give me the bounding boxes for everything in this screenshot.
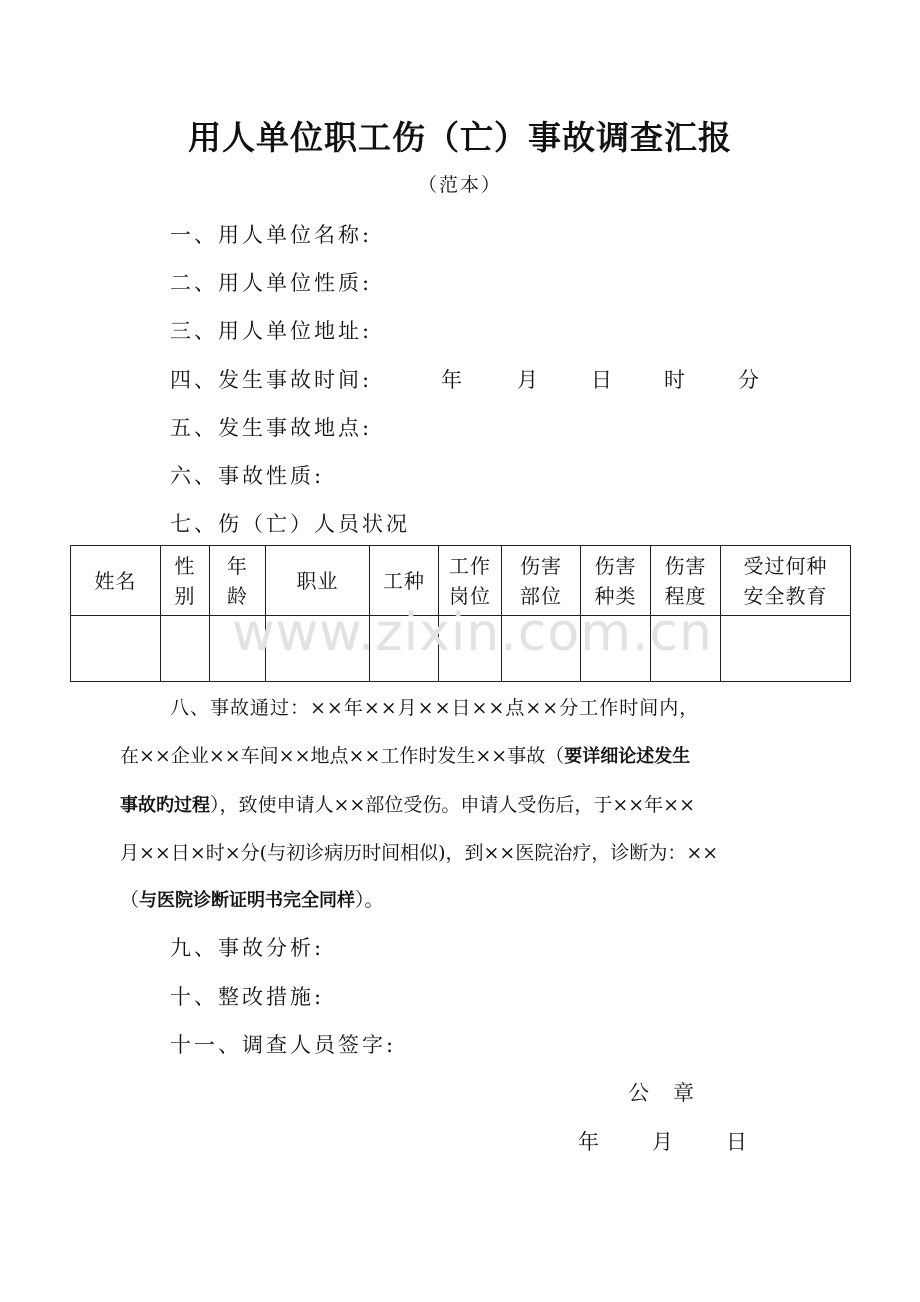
narrative-line-5: （与医院诊断证明书完全同样）。 <box>120 889 384 911</box>
watermark: www.zixin.com.cn <box>232 603 713 663</box>
table-cell <box>370 616 439 682</box>
date-day-label: 日 <box>726 1130 747 1154</box>
table-cell <box>721 616 851 682</box>
item-employer-name: 一、用人单位名称: <box>170 223 373 247</box>
time-month-label: 月 <box>517 368 538 392</box>
table-header-row <box>71 546 851 616</box>
document-title: 用人单位职工伤（亡）事故调查汇报 <box>188 118 732 157</box>
header-safety-education: 受过何种 安全教育 <box>721 546 851 616</box>
item-casualty-status: 七、伤（亡）人员状况 <box>170 512 410 536</box>
table-row <box>71 616 851 682</box>
item-employer-nature: 二、用人单位性质: <box>170 271 373 295</box>
item-rectification: 十、整改措施: <box>170 985 325 1009</box>
table-cell <box>502 616 581 682</box>
header-injury-degree: 伤害 程度 <box>651 546 721 616</box>
date-year-label: 年 <box>578 1130 599 1154</box>
date-month-label: 月 <box>652 1130 673 1154</box>
item-accident-analysis: 九、事故分析: <box>170 936 325 960</box>
header-age: 年 龄 <box>210 546 266 616</box>
header-name: 姓名 <box>71 546 161 616</box>
emphasis-text: 事故旳过程 <box>120 795 210 816</box>
item-employer-address: 三、用人单位地址: <box>170 319 373 343</box>
table-cell <box>581 616 651 682</box>
time-day-label: 日 <box>591 368 612 392</box>
header-gender: 性 别 <box>161 546 210 616</box>
table-cell <box>71 616 161 682</box>
table-cell <box>266 616 370 682</box>
header-injury-type: 伤害 种类 <box>581 546 651 616</box>
narrative-line-3: 事故旳过程），致使申请人××部位受伤。申请人受伤后，于××年×× <box>120 794 696 816</box>
emphasis-text: 与医院诊断证明书完全同样 <box>139 890 356 911</box>
narrative-line-1: 八、事故通过：××年××月××日××点××分工作时间内， <box>170 697 700 719</box>
time-hour-label: 时 <box>664 368 685 392</box>
narrative-line-4: 月××日×时×分(与初诊病历时间相似)，到××医院治疗，诊断为：×× <box>120 842 719 864</box>
official-seal-label: 公章 <box>628 1081 718 1105</box>
table-cell <box>439 616 502 682</box>
table-cell <box>210 616 266 682</box>
time-year-label: 年 <box>441 368 462 392</box>
header-occupation: 职业 <box>266 546 370 616</box>
item-accident-nature: 六、事故性质: <box>170 464 325 488</box>
header-work-post: 工作 岗位 <box>439 546 502 616</box>
item-investigator-signature: 十一、调查人员签字: <box>170 1033 397 1057</box>
item-accident-time: 四、发生事故时间: <box>170 368 373 392</box>
emphasis-text: 要详细论述发生 <box>564 746 691 767</box>
narrative-line-2: 在××企业××车间××地点××工作时发生××事故（要详细论述发生 <box>120 745 691 767</box>
time-minute-label: 分 <box>738 368 759 392</box>
casualty-table <box>70 545 851 682</box>
header-job-type: 工种 <box>370 546 439 616</box>
document-subtitle: （范本） <box>417 174 502 196</box>
header-injury-part: 伤害 部位 <box>502 546 581 616</box>
table-cell <box>651 616 721 682</box>
table-cell <box>161 616 210 682</box>
item-accident-location: 五、发生事故地点: <box>170 416 373 440</box>
